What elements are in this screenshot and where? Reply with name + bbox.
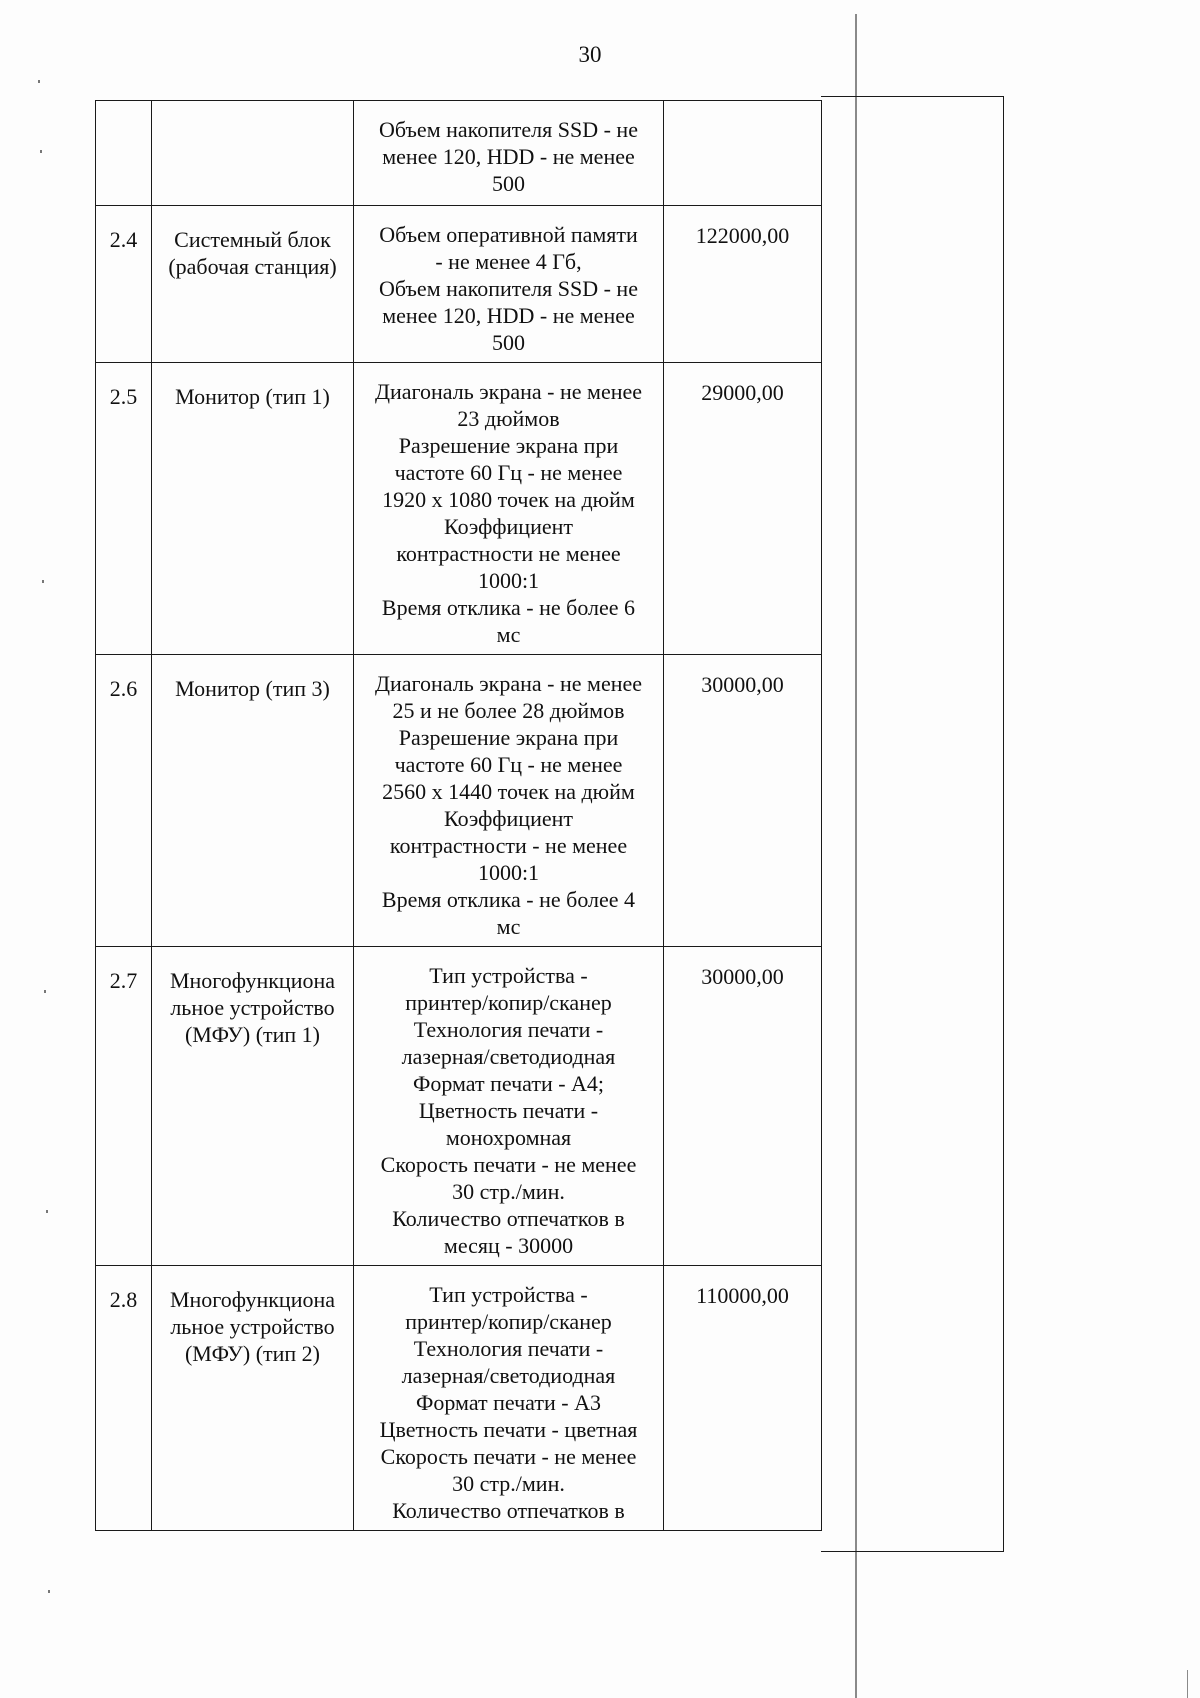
page-number: 30 <box>578 42 602 67</box>
characteristics-line: Диагональ экрана - не менее <box>374 379 643 404</box>
characteristics-line: Цветность печати - <box>418 1098 599 1123</box>
characteristics-cell <box>354 1266 664 1531</box>
item-name-line: льное устройство <box>170 995 335 1020</box>
table-row <box>96 101 822 206</box>
price-cell: 122000,00 <box>664 206 822 363</box>
row-number-cell: 2.7 <box>96 947 152 1266</box>
characteristics-line: 30 стр./мин. <box>452 1471 565 1496</box>
characteristics-line: мс <box>496 622 521 647</box>
item-name-cell <box>152 655 354 947</box>
characteristics-line: 500 <box>492 171 525 196</box>
characteristics-line: 1000:1 <box>477 860 540 885</box>
row-number-cell: 2.5 <box>96 363 152 655</box>
characteristics-line: лазерная/светодиодная <box>401 1044 616 1069</box>
item-name-line: Многофункциона <box>169 1287 336 1312</box>
price-cell: 29000,00 <box>664 363 822 655</box>
item-name-line: Монитор (тип 1) <box>175 384 330 409</box>
characteristics-line: менее 120, HDD - не менее <box>382 144 635 169</box>
characteristics-line: 1000:1 <box>477 568 540 593</box>
characteristics-line: менее 120, HDD - не менее <box>382 303 635 328</box>
characteristics-line: Количество отпечатков в <box>392 1498 625 1523</box>
characteristics-line: частоте 60 Гц - не менее <box>394 752 623 777</box>
characteristics-line: контрастности - не менее <box>389 833 628 858</box>
scan-speck <box>48 1590 50 1593</box>
characteristics-cell <box>354 363 664 655</box>
characteristics-line: Объем оперативной памяти <box>379 222 638 247</box>
characteristics-line: 2560 x 1440 точек на дюйм <box>382 779 635 804</box>
characteristics-line: 23 дюймов <box>457 406 560 431</box>
table-body <box>96 101 822 1531</box>
item-name-cell <box>152 101 354 206</box>
characteristics-line: 500 <box>492 330 525 355</box>
characteristics-line: частоте 60 Гц - не менее <box>394 460 623 485</box>
item-name-line: Монитор (тип 3) <box>175 676 330 701</box>
table-row <box>96 655 822 947</box>
item-name-line: Системный блок <box>174 227 331 252</box>
characteristics-line: 1920 x 1080 точек на дюйм <box>382 487 635 512</box>
scan-speck <box>38 80 40 83</box>
table-row <box>96 363 822 655</box>
characteristics-cell <box>354 947 664 1266</box>
characteristics-line: 30 стр./мин. <box>452 1179 565 1204</box>
characteristics-line: монохромная <box>445 1125 572 1150</box>
characteristics-line: Технология печати - <box>413 1336 604 1361</box>
characteristics-line: принтер/копир/сканер <box>405 1309 612 1334</box>
characteristics-line: Тип устройства - <box>429 963 588 988</box>
characteristics-cell <box>354 655 664 947</box>
characteristics-line: Время отклика - не более 4 <box>381 887 636 912</box>
characteristics-line: Объем накопителя SSD - не <box>379 276 638 301</box>
characteristics-cell <box>354 206 664 363</box>
row-number-cell: 2.8 <box>96 1266 152 1531</box>
characteristics-line: принтер/копир/сканер <box>405 990 612 1015</box>
scan-speck <box>44 990 46 993</box>
item-name-line: (МФУ) (тип 2) <box>184 1341 321 1366</box>
characteristics-line: Тип устройства - <box>429 1282 588 1307</box>
item-name-cell <box>152 206 354 363</box>
scan-edge-line <box>1187 1670 1188 1698</box>
price-cell: 30000,00 <box>664 655 822 947</box>
item-name-line: (МФУ) (тип 1) <box>184 1022 321 1047</box>
characteristics-line: Коэффициент <box>443 806 573 831</box>
characteristics-line: Скорость печати - не менее <box>380 1152 637 1177</box>
characteristics-line: - не менее 4 Гб, <box>435 249 582 274</box>
specification-table <box>95 100 822 1531</box>
price-cell <box>664 101 822 206</box>
characteristics-line: лазерная/светодиодная <box>401 1363 616 1388</box>
table-row <box>96 947 822 1266</box>
price-cell: 30000,00 <box>664 947 822 1266</box>
characteristics-line: мс <box>496 914 521 939</box>
item-name-line: (рабочая станция) <box>168 254 337 279</box>
characteristics-line: Диагональ экрана - не менее <box>374 671 643 696</box>
characteristics-line: Формат печати - А4; <box>412 1071 605 1096</box>
outer-table-edge <box>821 96 1004 1552</box>
characteristics-line: 25 и не более 28 дюймов <box>392 698 625 723</box>
table-row <box>96 1266 822 1531</box>
characteristics-line: Технология печати - <box>413 1017 604 1042</box>
item-name-cell <box>152 1266 354 1531</box>
table-row <box>96 206 822 363</box>
characteristics-line: Разрешение экрана при <box>398 433 619 458</box>
item-name-cell <box>152 363 354 655</box>
characteristics-line: Цветность печати - цветная <box>379 1417 638 1442</box>
item-name-line: льное устройство <box>170 1314 335 1339</box>
characteristics-line: Разрешение экрана при <box>398 725 619 750</box>
characteristics-cell <box>354 101 664 206</box>
characteristics-line: Коэффициент <box>443 514 573 539</box>
characteristics-line: Формат печати - А3 <box>416 1390 601 1415</box>
characteristics-line: контрастности не менее <box>396 541 621 566</box>
row-number-cell <box>96 101 152 206</box>
characteristics-line: Скорость печати - не менее <box>380 1444 637 1469</box>
row-number-cell: 2.4 <box>96 206 152 363</box>
characteristics-line: Время отклика - не более 6 <box>381 595 636 620</box>
scan-speck <box>42 580 44 583</box>
characteristics-line: месяц - 30000 <box>443 1233 574 1258</box>
item-name-cell <box>152 947 354 1266</box>
characteristics-line: Количество отпечатков в <box>392 1206 625 1231</box>
scan-speck <box>46 1210 48 1213</box>
scan-speck <box>40 150 42 153</box>
item-name-line: Многофункциона <box>169 968 336 993</box>
price-cell: 110000,00 <box>664 1266 822 1531</box>
characteristics-line: Объем накопителя SSD - не <box>379 117 638 142</box>
row-number-cell: 2.6 <box>96 655 152 947</box>
